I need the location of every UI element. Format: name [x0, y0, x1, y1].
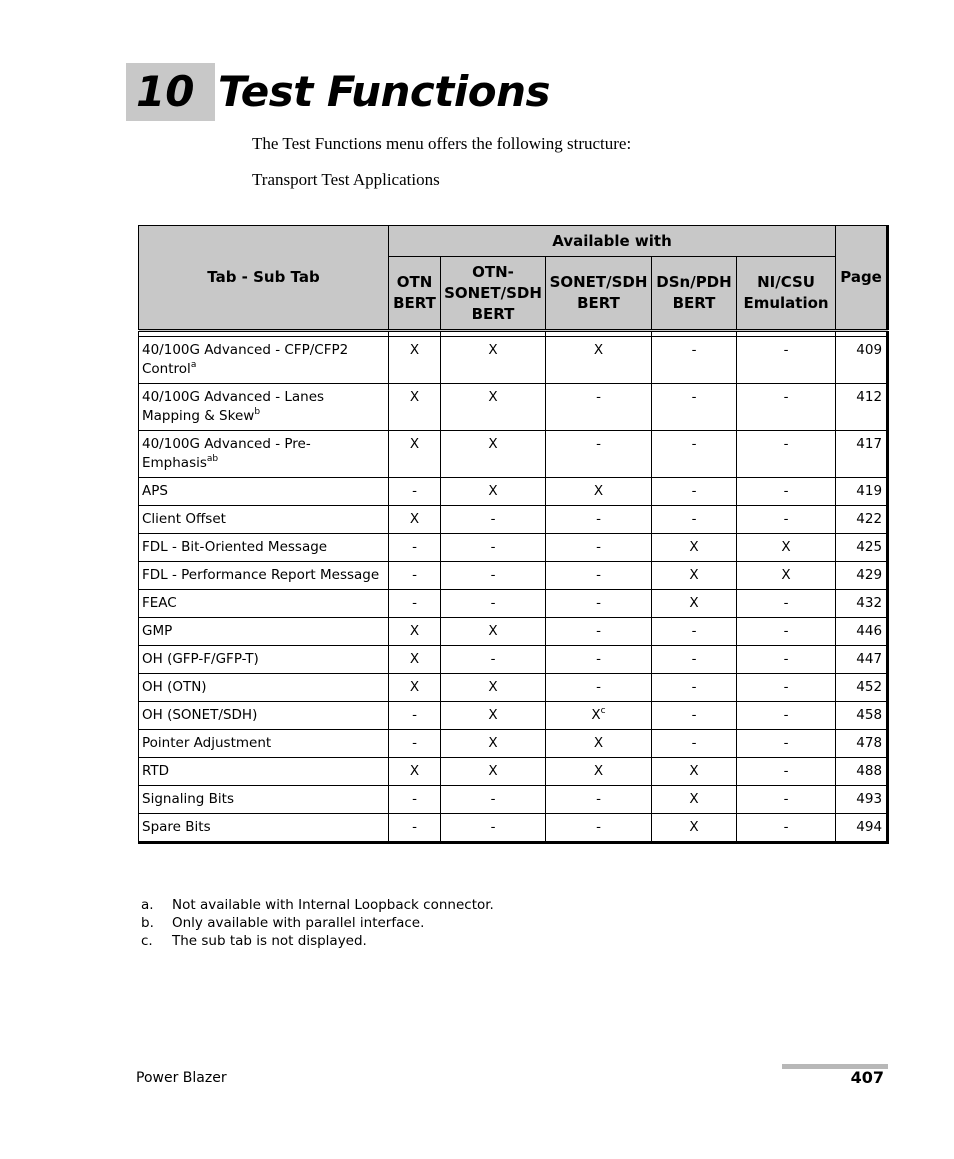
availability-value: -: [412, 539, 417, 555]
table-row: [139, 674, 888, 702]
availability-cell: [652, 786, 737, 814]
availability-value: -: [596, 623, 601, 639]
page-ref: 494: [836, 814, 888, 843]
availability-value: -: [412, 819, 417, 835]
table-row: [139, 702, 888, 730]
header-page: Page: [836, 226, 888, 331]
row-name: [139, 478, 389, 506]
row-name-text: FDL - Bit-Oriented Message: [142, 539, 328, 555]
footnote-text: Not available with Internal Loopback connector.: [172, 897, 494, 913]
row-name: [139, 786, 389, 814]
availability-value: X: [689, 819, 699, 835]
table-row: [139, 506, 888, 534]
table-row: [139, 618, 888, 646]
page-ref: 412: [836, 384, 888, 431]
header-col: OTN-SONET/SDH BERT: [441, 257, 546, 331]
availability-cell: [546, 814, 652, 843]
availability-cell: [389, 618, 441, 646]
table-row: [139, 562, 888, 590]
availability-value: -: [783, 819, 789, 835]
availability-value: X: [689, 539, 699, 555]
availability-cell: [546, 786, 652, 814]
row-name: [139, 562, 389, 590]
availability-cell: [546, 562, 652, 590]
availability-cell: [737, 618, 836, 646]
availability-value: X: [488, 389, 498, 405]
availability-cell: [652, 431, 737, 478]
row-name: [139, 646, 389, 674]
availability-cell: [441, 730, 546, 758]
availability-cell: [652, 758, 737, 786]
availability-value: X: [591, 707, 601, 723]
availability-cell: [546, 431, 652, 478]
footnote: [141, 914, 494, 932]
availability-cell: [737, 384, 836, 431]
test-functions-table: [138, 225, 889, 844]
page-ref: 446: [836, 618, 888, 646]
row-name: [139, 674, 389, 702]
page-ref: 425: [836, 534, 888, 562]
table-row: [139, 534, 888, 562]
availability-cell: [441, 814, 546, 843]
availability-value: X: [689, 763, 699, 779]
availability-value: -: [783, 389, 789, 405]
row-name: [139, 758, 389, 786]
availability-value: X: [409, 679, 420, 695]
availability-value: -: [412, 567, 417, 583]
availability-cell: [441, 702, 546, 730]
availability-value: -: [783, 651, 789, 667]
availability-cell: [546, 506, 652, 534]
page-ref: 419: [836, 478, 888, 506]
availability-value: -: [412, 735, 417, 751]
row-name-text: 40/100G Advanced - Lanes Mapping & Skew: [142, 389, 325, 424]
availability-cell: [652, 618, 737, 646]
availability-cell: [389, 562, 441, 590]
row-name: [139, 618, 389, 646]
availability-cell: [652, 646, 737, 674]
availability-value: -: [596, 791, 601, 807]
availability-cell: [389, 814, 441, 843]
row-name-text: RTD: [142, 763, 170, 779]
row-name: [139, 384, 389, 431]
row-name: [139, 506, 389, 534]
availability-value: X: [409, 763, 420, 779]
availability-cell: [441, 646, 546, 674]
availability-cell: [389, 506, 441, 534]
availability-cell: [737, 646, 836, 674]
availability-cell: [441, 337, 546, 384]
availability-cell: [441, 618, 546, 646]
availability-value: -: [691, 436, 697, 452]
footnote-text: Only available with parallel interface.: [172, 915, 425, 931]
availability-cell: [441, 590, 546, 618]
availability-value: X: [488, 342, 498, 358]
row-name: [139, 431, 389, 478]
row-name: [139, 814, 389, 843]
table-row: [139, 337, 888, 384]
availability-value: -: [691, 651, 697, 667]
footer-page-number: 407: [850, 1068, 884, 1087]
availability-value: -: [691, 342, 697, 358]
availability-value: -: [596, 389, 601, 405]
footnote-ref: c: [600, 706, 606, 716]
availability-value: -: [412, 791, 417, 807]
availability-value: X: [409, 436, 420, 452]
availability-cell: [441, 758, 546, 786]
footnote: [141, 896, 494, 914]
availability-value: -: [783, 342, 789, 358]
availability-cell: [389, 478, 441, 506]
availability-cell: [546, 534, 652, 562]
availability-value: -: [596, 819, 601, 835]
header-tab: Tab - Sub Tab: [139, 226, 389, 331]
availability-value: -: [691, 623, 697, 639]
header-col: OTN BERT: [389, 257, 441, 331]
row-name-text: FEAC: [142, 595, 177, 611]
header-col: NI/CSU Emulation: [737, 257, 836, 331]
availability-value: X: [488, 679, 498, 695]
availability-value: -: [596, 651, 601, 667]
availability-value: -: [783, 595, 789, 611]
page-ref: 478: [836, 730, 888, 758]
page-ref: 417: [836, 431, 888, 478]
availability-cell: [652, 562, 737, 590]
availability-cell: [546, 618, 652, 646]
availability-cell: [737, 730, 836, 758]
availability-value: X: [488, 483, 498, 499]
availability-value: X: [689, 567, 699, 583]
availability-value: -: [412, 707, 417, 723]
footnote-label: c.: [141, 933, 153, 949]
availability-cell: [652, 384, 737, 431]
availability-cell: [389, 534, 441, 562]
footnote-label: b.: [141, 915, 154, 931]
availability-value: -: [783, 623, 789, 639]
availability-cell: [737, 562, 836, 590]
availability-cell: [441, 786, 546, 814]
availability-value: X: [409, 651, 420, 667]
chapter-title: Test Functions: [218, 67, 551, 116]
availability-cell: [389, 431, 441, 478]
row-name-text: Signaling Bits: [142, 791, 234, 807]
availability-cell: [389, 646, 441, 674]
availability-value: -: [691, 735, 697, 751]
availability-value: X: [409, 389, 420, 405]
availability-value: -: [596, 436, 601, 452]
availability-cell: [389, 786, 441, 814]
availability-value: X: [488, 707, 498, 723]
header-col: DSn/PDH BERT: [652, 257, 737, 331]
availability-value: X: [593, 483, 604, 499]
row-name: [139, 702, 389, 730]
row-name-text: APS: [142, 483, 168, 499]
page-ref: 493: [836, 786, 888, 814]
row-name-text: OH (GFP-F/GFP-T): [142, 651, 259, 667]
availability-value: X: [488, 763, 498, 779]
availability-cell: [546, 702, 652, 730]
availability-cell: [652, 478, 737, 506]
availability-value: -: [783, 763, 789, 779]
footnote-text: The sub tab is not displayed.: [172, 933, 367, 949]
availability-cell: [389, 758, 441, 786]
availability-cell: [546, 674, 652, 702]
availability-cell: [546, 337, 652, 384]
availability-value: X: [409, 511, 420, 527]
availability-value: -: [691, 483, 697, 499]
availability-cell: [737, 590, 836, 618]
availability-cell: [652, 590, 737, 618]
availability-cell: [652, 814, 737, 843]
availability-value: X: [488, 735, 498, 751]
table-row: [139, 730, 888, 758]
table-row: [139, 590, 888, 618]
availability-cell: [652, 674, 737, 702]
availability-value: -: [783, 791, 789, 807]
availability-value: -: [783, 483, 789, 499]
availability-cell: [389, 730, 441, 758]
row-name-text: 40/100G Advanced - Pre-Emphasis: [142, 436, 311, 471]
availability-value: -: [490, 651, 496, 667]
availability-value: X: [488, 623, 498, 639]
availability-cell: [652, 337, 737, 384]
page-ref: 409: [836, 337, 888, 384]
availability-cell: [546, 646, 652, 674]
availability-cell: [441, 478, 546, 506]
table-row: [139, 478, 888, 506]
table-row: [139, 786, 888, 814]
availability-value: X: [689, 595, 699, 611]
availability-cell: [737, 337, 836, 384]
availability-cell: [652, 506, 737, 534]
footnote-ref: b: [254, 407, 261, 417]
availability-cell: [737, 674, 836, 702]
availability-value: -: [783, 436, 789, 452]
availability-cell: [737, 702, 836, 730]
availability-cell: [652, 702, 737, 730]
availability-value: -: [596, 679, 601, 695]
availability-cell: [652, 534, 737, 562]
availability-cell: [737, 758, 836, 786]
availability-value: X: [409, 342, 420, 358]
header-col: SONET/SDH BERT: [546, 257, 652, 331]
availability-cell: [389, 337, 441, 384]
availability-cell: [389, 674, 441, 702]
availability-value: X: [488, 436, 498, 452]
row-name-text: GMP: [142, 623, 173, 639]
availability-cell: [546, 478, 652, 506]
section-heading: Transport Test Applications: [252, 170, 440, 189]
table-row: [139, 384, 888, 431]
availability-value: -: [691, 389, 697, 405]
table-row: [139, 646, 888, 674]
availability-value: -: [596, 511, 601, 527]
footnote-label: a.: [141, 897, 154, 913]
availability-cell: [737, 506, 836, 534]
row-name: [139, 730, 389, 758]
row-name-text: Pointer Adjustment: [142, 735, 272, 751]
row-name-text: Client Offset: [142, 511, 226, 527]
availability-value: -: [691, 707, 697, 723]
availability-cell: [737, 478, 836, 506]
page-ref: 422: [836, 506, 888, 534]
footnote-ref: ab: [206, 454, 219, 464]
availability-cell: [546, 384, 652, 431]
page-ref: 429: [836, 562, 888, 590]
availability-value: -: [691, 511, 697, 527]
row-name: [139, 534, 389, 562]
availability-cell: [737, 534, 836, 562]
footnote-ref: a: [190, 360, 197, 370]
page-ref: 488: [836, 758, 888, 786]
availability-value: -: [490, 511, 496, 527]
row-name-text: OH (OTN): [142, 679, 207, 695]
availability-cell: [441, 674, 546, 702]
availability-cell: [441, 384, 546, 431]
intro-text: The Test Functions menu offers the following structure:: [252, 134, 632, 153]
availability-cell: [389, 702, 441, 730]
availability-value: -: [490, 791, 496, 807]
footer-product: Power Blazer: [136, 1070, 227, 1086]
availability-value: X: [593, 342, 604, 358]
availability-value: -: [783, 735, 789, 751]
page-ref: 452: [836, 674, 888, 702]
page-ref: 458: [836, 702, 888, 730]
availability-value: -: [490, 819, 496, 835]
availability-cell: [441, 506, 546, 534]
availability-cell: [737, 786, 836, 814]
table-row: [139, 814, 888, 843]
row-name-text: Spare Bits: [142, 819, 211, 835]
availability-cell: [546, 730, 652, 758]
availability-cell: [389, 590, 441, 618]
availability-cell: [441, 431, 546, 478]
availability-cell: [546, 590, 652, 618]
table-row: [139, 431, 888, 478]
availability-value: -: [412, 595, 417, 611]
availability-value: -: [596, 595, 601, 611]
availability-value: -: [490, 539, 496, 555]
availability-value: -: [596, 539, 601, 555]
availability-value: X: [593, 735, 604, 751]
row-name: [139, 590, 389, 618]
header-available: Available with: [389, 226, 836, 257]
availability-value: -: [412, 483, 417, 499]
availability-value: X: [781, 539, 791, 555]
availability-cell: [546, 758, 652, 786]
availability-cell: [737, 431, 836, 478]
availability-cell: [441, 534, 546, 562]
footnotes: [141, 896, 494, 950]
row-name-text: OH (SONET/SDH): [142, 707, 258, 723]
availability-value: X: [689, 791, 699, 807]
availability-value: -: [691, 679, 697, 695]
availability-value: X: [781, 567, 791, 583]
availability-value: -: [783, 679, 789, 695]
availability-value: -: [783, 511, 789, 527]
availability-cell: [389, 384, 441, 431]
footnote: [141, 932, 494, 950]
availability-value: -: [783, 707, 789, 723]
row-name: [139, 337, 389, 384]
availability-value: X: [409, 623, 420, 639]
availability-cell: [737, 814, 836, 843]
availability-cell: [441, 562, 546, 590]
row-name-text: 40/100G Advanced - CFP/CFP2 Control: [142, 342, 349, 377]
availability-value: -: [490, 567, 496, 583]
page-ref: 432: [836, 590, 888, 618]
availability-cell: [652, 730, 737, 758]
availability-value: -: [490, 595, 496, 611]
availability-value: -: [596, 567, 601, 583]
row-name-text: FDL - Performance Report Message: [142, 567, 380, 583]
table-row: [139, 758, 888, 786]
page-ref: 447: [836, 646, 888, 674]
availability-value: X: [593, 763, 604, 779]
chapter-number: 10: [136, 67, 195, 116]
